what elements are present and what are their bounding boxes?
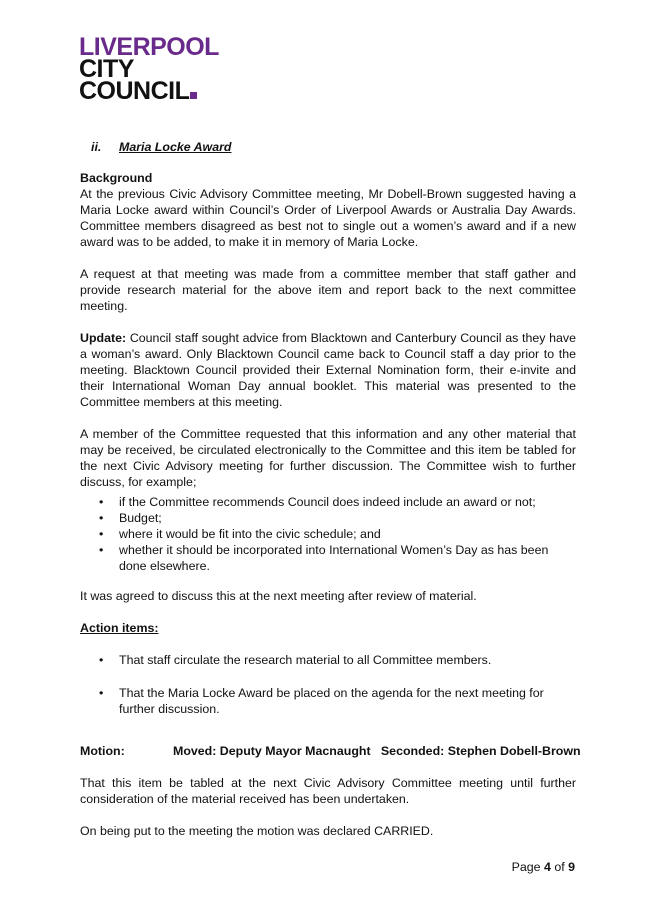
motion-moved: Moved: Deputy Mayor Macnaught	[173, 744, 371, 758]
background-label: Background	[80, 171, 153, 185]
logo-line-liverpool: LIVERPOOL	[79, 33, 219, 61]
section-number: ii.	[91, 140, 102, 154]
action-item: • That staff circulate the research material to all Committee members.	[80, 652, 576, 668]
list-item: • where it would be fit into the civic schedule; and	[80, 526, 576, 542]
motion-label: Motion:	[80, 744, 125, 758]
page-current: 4	[543, 860, 551, 874]
logo-square-mark	[190, 92, 197, 99]
document-body	[80, 139, 581, 855]
list-item: • Budget;	[80, 510, 576, 526]
motion-seconded: Seconded: Stephen Dobell-Brown	[380, 744, 581, 758]
committee-paragraph: A member of the Committee requested that this information and any other material that may be received, be circulated electronically to the Committee and this item be tabled for the next Civic Advisory meeting for further discussion. The Committee wish to further discuss, for example;	[80, 427, 576, 489]
page-of: of	[550, 860, 569, 874]
action-items-label: Action items:	[80, 621, 159, 635]
liverpool-city-council-logo	[79, 33, 219, 105]
discussion-bullet-list	[80, 494, 576, 574]
motion-line	[80, 743, 581, 759]
motion-result: On being put to the meeting the motion was declared CARRIED.	[80, 824, 434, 838]
logo-line-council	[79, 77, 219, 105]
request-paragraph: A request at that meeting was made from a committee member that staff gather and provide research material for the above item and report back to the next committee meeting.	[80, 267, 576, 313]
background-paragraph: At the previous Civic Advisory Committee meeting, Mr Dobell-Brown suggested having a Maria Locke award within Council’s Order of Liverpool Awards or Australia Day Awards. Committee members disagreed as best not to single out a women’s award and if a new award was to be added, to make it in memory of Maria Locke.	[80, 187, 576, 249]
list-item: • if the Committee recommends Council does indeed include an award or not;	[80, 494, 576, 510]
page-total: 9	[568, 860, 575, 874]
agreed-paragraph: It was agreed to discuss this at the next meeting after review of material.	[80, 589, 477, 603]
logo-line-city: CITY	[79, 55, 134, 83]
action-item: • That the Maria Locke Award be placed on the agenda for the next meeting for further discussion.	[80, 685, 576, 717]
logo-council-text: COUNCIL	[79, 77, 190, 105]
section-heading	[91, 139, 576, 155]
action-items-list	[80, 652, 576, 717]
page-number	[512, 859, 575, 875]
update-text: Council staff sought advice from Blacktown and Canterbury Council as they have a woman’s award. Only Blacktown Council came back to Council staff a day prior to the meeting. Blacktown Council provided their External Nomination form, their e-invite and their International Woman Day annual booklet. This material was presented to the Committee members at this meeting.	[80, 331, 576, 409]
motion-text: That this item be tabled at the next Civic Advisory Committee meeting until further consideration of the material received has been undertaken.	[80, 776, 576, 806]
update-label: Update:	[80, 331, 127, 345]
update-paragraph	[80, 330, 576, 410]
section-title: Maria Locke Award	[119, 140, 232, 154]
list-item: • whether it should be incorporated into International Women’s Day as has been done elsewhere.	[80, 542, 576, 574]
page-label: Page	[511, 860, 544, 874]
